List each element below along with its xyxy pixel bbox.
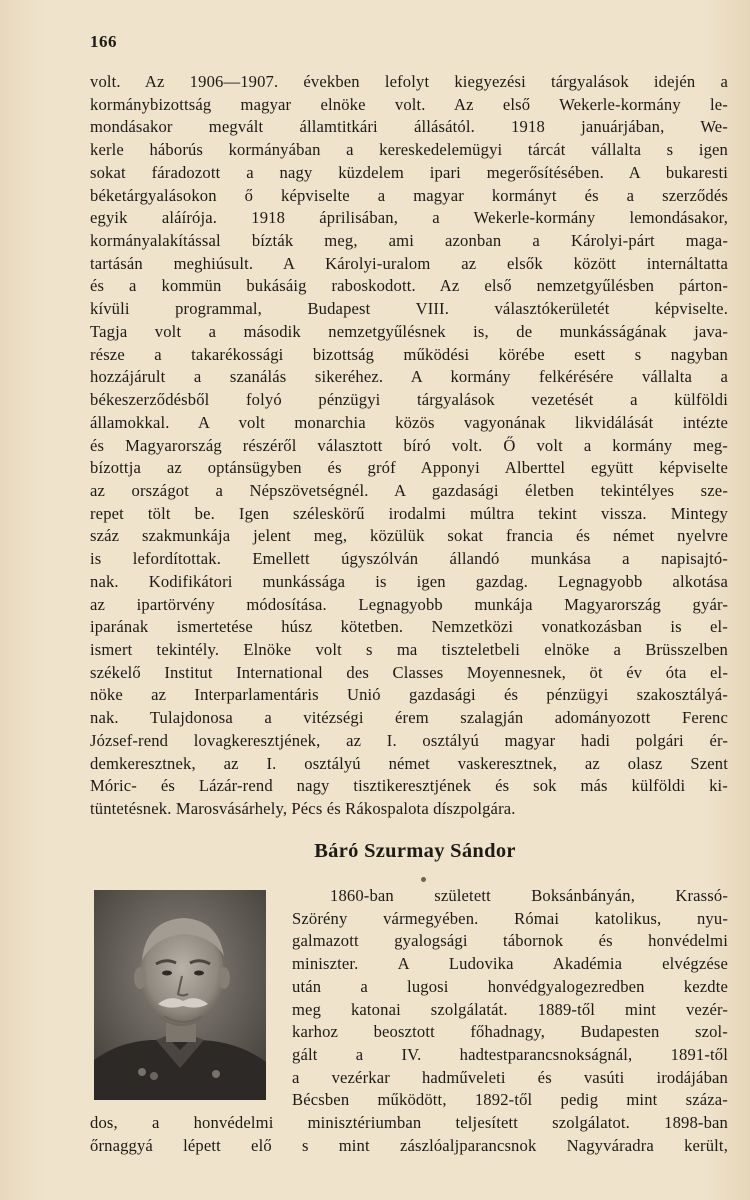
text-line: békeszerződésből folyó pénzügyi tárgyalások vezetését a külföldi (90, 390, 728, 410)
text-line: galmazott gyalogsági tábornok és honvédelmi (292, 931, 728, 951)
text-line: tüntetésnek. Marosvásárhely, Pécs és Rákospalota díszpolgára. (90, 799, 516, 818)
text-line: béketárgyalásokon ő képviselte a magyar kormányt és a szerződés (90, 185, 728, 205)
text-line: kerle háborús kormányában a kereskedelemügyi tárcát vállalta s igen (90, 140, 728, 160)
bio-paragraph-beside-portrait (292, 885, 728, 1112)
text-line: kormányalakítással bízták meg, ami azonban a Károlyi-párt maga- (90, 231, 728, 251)
text-line: ismert tekintély. Elnöke volt s ma tiszteletbeli elnöke a Brüsszelben (90, 639, 728, 659)
text-line: és Magyarország részéről választott bíró volt. Ő volt a kormány meg- (90, 435, 728, 455)
text-line: bízottja az optánsügyben és gróf Apponyi Alberttel együtt képviselte (90, 458, 728, 478)
bio-paragraph-full-width (90, 1112, 728, 1157)
portrait-illustration (94, 890, 266, 1100)
text-line: nöke az Interparlamentáris Unió gazdasági és pénzügyi szakosztályá- (90, 685, 728, 705)
text-line: őrnaggyá lépett elő s mint zászlóaljparancsnok Nagyváradra került, (90, 1135, 728, 1155)
text-line: repet tölt be. Igen széleskörű irodalmi múltra tekint vissza. Mintegy (90, 503, 728, 523)
text-line: tartásán meghiúsult. A Károlyi-uralom az elsők között internáltatta (90, 253, 728, 273)
text-line: a vezérkar hadműveleti és vasúti irodájában (292, 1067, 728, 1087)
text-line: az országot a Népszövetségnél. A gazdasági életben tekintélyes sze- (90, 480, 728, 500)
text-line: egyik aláírója. 1918 áprilisában, a Wekerle-kormány lemondásakor, (90, 208, 728, 228)
text-line: kívüli programmal, Budapest VIII. választókerületét képviselte. (90, 299, 728, 319)
text-line: és a kommün bukásáig raboskodott. Az első nemzetgyűlésben párton- (90, 276, 728, 296)
text-line: Bécsben működött, 1892-től pedig mint száza- (292, 1090, 728, 1110)
text-line: dos, a honvédelmi minisztériumban teljesített szolgálatot. 1898-ban (90, 1113, 728, 1132)
text-line: székelő Institut International des Classes Moyennesnek, öt év óta el- (90, 662, 728, 682)
text-line: meg katonai szolgálatát. 1889-től mint vezér- (292, 999, 728, 1019)
text-line: Szörény vármegyében. Római katolikus, nyu- (292, 908, 728, 928)
text-line: kormánybizottság magyar elnöke volt. Az első Wekerle-kormány le- (90, 94, 728, 114)
text-line: 1860-ban született Boksánbányán, Krassó- (330, 886, 728, 905)
portrait-photo (94, 890, 266, 1100)
text-line: gált a IV. hadtestparancsnokságnál, 1891-től (292, 1045, 728, 1065)
text-line: száz szakmunkája jelent meg, közülük sokat francia és német nyelvre (90, 526, 728, 546)
text-line: része a takarékossági bizottság működési körébe esett s nagyban (90, 344, 728, 364)
text-line: karhoz beosztott főhadnagy, Budapesten szol- (292, 1022, 728, 1042)
text-line: József-rend lovagkeresztjének, az I. osztályú magyar hadi polgári ér- (90, 730, 728, 750)
text-line: volt. Az 1906—1907. években lefolyt kiegyezési tárgyalások idején a (90, 72, 728, 91)
text-line: sokat fáradozott a nagy küzdelem ipari megerősítésében. A bukaresti (90, 162, 728, 182)
text-line: is lefordítottak. Emellett úgyszólván állandó munkása a napisajtó- (90, 549, 728, 569)
text-line: Tagja volt a második nemzetgyűlésnek is, de munkásságának java- (90, 321, 728, 341)
text-line: államokkal. A volt monarchia közös vagyonának likvidálását intézte (90, 412, 728, 432)
text-line: mondásakor megvált államtitkári állásától. 1918 januárjában, We- (90, 117, 728, 137)
text-line: az ipartörvény módosítása. Legnagyobb munkája Magyarország gyár- (90, 594, 728, 614)
text-line: nak. Kodifikátori munkássága is igen gazdag. Legnagyobb alkotása (90, 571, 728, 591)
text-line: iparának ismertetése húsz kötetben. Nemzetközi vonatkozásban is el- (90, 617, 728, 637)
text-line: miniszter. A Ludovika Akadémia elvégzése (292, 954, 728, 974)
text-line: után a lugosi honvédgyalogezredben kezdte (292, 976, 728, 996)
text-line: demkeresztnek, az I. osztályú német vaskeresztnek, az olasz Szent (90, 753, 728, 773)
text-line: Móric- és Lázár-rend nagy tisztikeresztjének és sok más külföldi ki- (90, 776, 728, 796)
main-paragraph (90, 71, 728, 821)
print-speck (421, 877, 426, 882)
text-line: hozzájárult a szanálás sikeréhez. A kormány felkérésére vállalta a (90, 367, 728, 387)
text-line: nak. Tulajdonosa a vitézségi érem szalagján adományozott Ferenc (90, 708, 728, 728)
section-heading: Báró Szurmay Sándor (314, 840, 516, 862)
page-number: 166 (90, 32, 117, 51)
